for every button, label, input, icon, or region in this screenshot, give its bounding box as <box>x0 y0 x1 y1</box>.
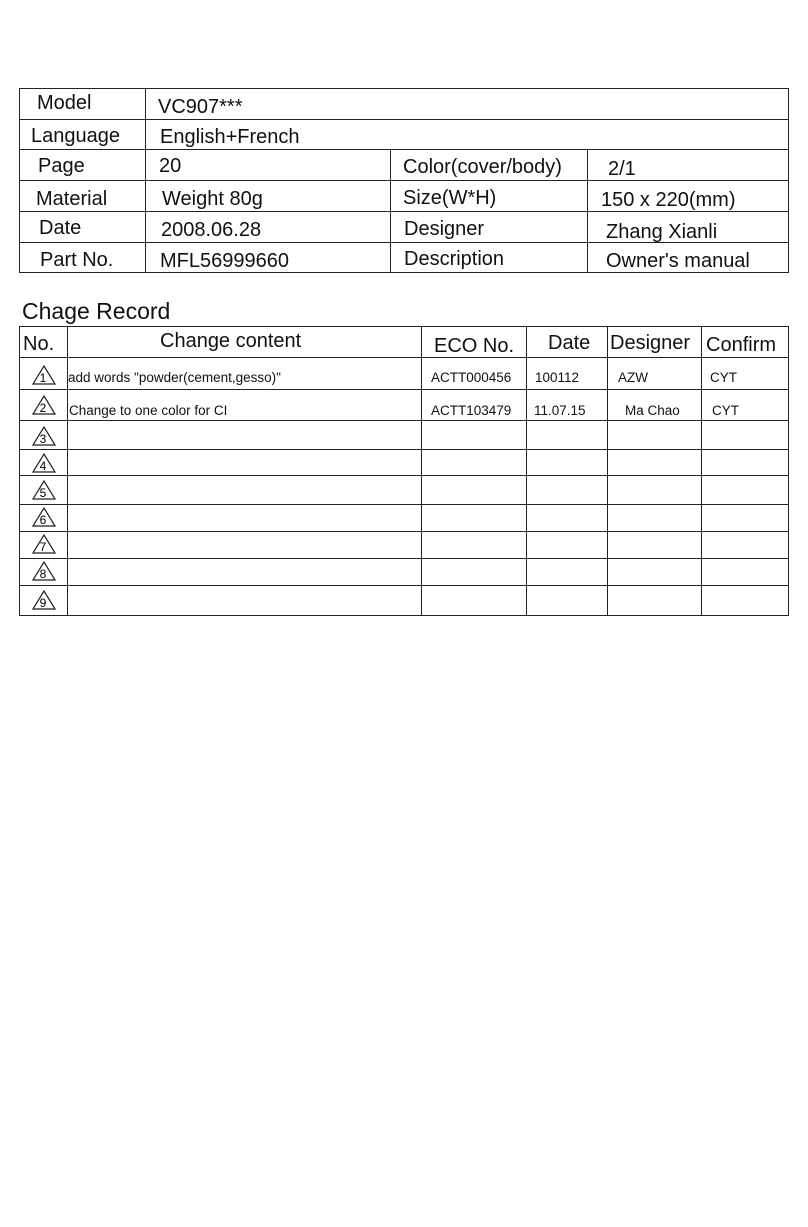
header-eco-no: ECO No. <box>434 335 515 357</box>
material-label: Material <box>36 188 108 210</box>
model-value: VC907*** <box>158 96 243 118</box>
revision-triangle-icon <box>32 590 56 610</box>
svg-text:7: 7 <box>39 540 47 554</box>
row-1-confirm: CYT <box>710 370 737 385</box>
revision-triangle-icon <box>32 365 56 385</box>
header-change-content: Change content <box>160 330 302 352</box>
svg-text:3: 3 <box>39 432 47 446</box>
change-record-table <box>19 326 789 616</box>
svg-text:9: 9 <box>39 596 47 610</box>
language-label: Language <box>31 125 120 147</box>
revision-triangle-icon <box>32 480 56 500</box>
language-value: English+French <box>160 126 300 148</box>
svg-text:8: 8 <box>39 567 47 581</box>
size-value: 150 x 220(mm) <box>601 189 736 211</box>
model-label: Model <box>37 92 92 114</box>
revision-triangle-icon <box>32 534 56 554</box>
header-no: No. <box>23 333 55 355</box>
row-2-confirm: CYT <box>712 403 739 418</box>
page-label: Page <box>38 155 85 177</box>
svg-text:2: 2 <box>39 401 47 415</box>
svg-text:5: 5 <box>39 486 47 500</box>
row-1-date: 100112 <box>535 370 580 385</box>
date-label: Date <box>39 217 82 239</box>
revision-triangle-icon <box>32 453 56 473</box>
color-value: 2/1 <box>608 158 636 180</box>
date-value: 2008.06.28 <box>161 219 262 241</box>
designer-label: Designer <box>404 218 485 240</box>
description-label: Description <box>404 248 505 270</box>
svg-text:4: 4 <box>39 459 47 473</box>
size-label: Size(W*H) <box>403 187 497 209</box>
designer-value: Zhang Xianli <box>606 221 718 243</box>
header-date: Date <box>548 332 591 354</box>
material-value: Weight 80g <box>162 188 263 210</box>
revision-triangle-icon <box>32 561 56 581</box>
row-2-eco: ACTT103479 <box>431 403 512 418</box>
row-1-designer: AZW <box>618 370 648 385</box>
row-2-date: 11.07.15 <box>534 403 586 418</box>
svg-text:1: 1 <box>39 371 47 385</box>
row-2-content: Change to one color for CI <box>69 403 228 418</box>
header-confirm: Confirm <box>706 334 777 356</box>
row-2-designer: Ma Chao <box>625 403 680 418</box>
spec-table <box>19 88 789 273</box>
partno-value: MFL56999660 <box>160 250 289 272</box>
partno-label: Part No. <box>40 249 114 271</box>
row-1-eco: ACTT000456 <box>431 370 512 385</box>
page-value: 20 <box>159 155 182 177</box>
revision-triangle-icon <box>32 395 56 415</box>
color-label: Color(cover/body) <box>403 156 562 178</box>
row-1-content: add words "powder(cement,gesso)" <box>68 370 281 385</box>
header-designer: Designer <box>610 332 691 354</box>
description-value: Owner's manual <box>606 250 750 272</box>
change-record-title: Chage Record <box>22 298 171 324</box>
revision-triangle-icon <box>32 426 56 446</box>
revision-triangle-icon <box>32 507 56 527</box>
svg-text:6: 6 <box>39 513 47 527</box>
